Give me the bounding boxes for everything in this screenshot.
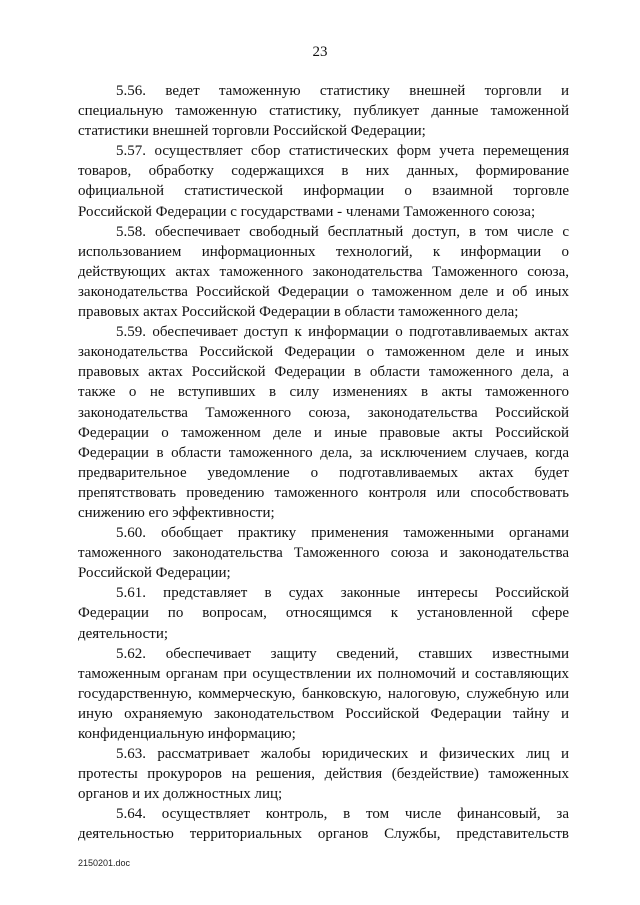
text-line: статистики внешней торговли Российской Федерации; xyxy=(78,123,426,140)
paragraph-5-58 xyxy=(78,222,569,322)
text-line: снижению его эффективности; xyxy=(78,504,275,521)
text-line: конфиденциальную информацию; xyxy=(78,726,296,742)
document-body xyxy=(78,81,569,845)
text-line: Российской Федерации с государствами - членами Таможенного союза; xyxy=(78,203,536,220)
text-line: действующих актах таможенного законодательства Таможенного союза, xyxy=(78,263,569,280)
text-line: предварительное уведомление о подготавливаемых актах будет xyxy=(78,464,569,481)
paragraph-5-59 xyxy=(78,322,569,523)
paragraph-5-64 xyxy=(78,804,569,844)
paragraph-5-62 xyxy=(78,644,569,744)
text-line: правовых актах Российской Федерации в области таможенного дела, а xyxy=(78,364,569,381)
text-line: Российской Федерации; xyxy=(78,565,231,582)
paragraph-5-60 xyxy=(78,523,569,583)
text-line: использованием информационных технологий, к информации о xyxy=(78,243,569,260)
text-line: 5.57. осуществляет сбор статистических форм учета перемещения xyxy=(116,143,569,160)
text-line: протесты прокуроров на решения, действия (бездействие) таможенных xyxy=(78,766,569,783)
text-line: правовых актах Российской Федерации в области таможенного дела; xyxy=(78,304,519,321)
text-line: таможенным органам при осуществлении их полномочий и составляющих xyxy=(78,665,569,682)
text-line: Федерации о таможенном деле и иные правовые акты Российской xyxy=(78,424,569,441)
text-line: законодательства Российской Федерации о таможенном деле и об иных xyxy=(78,283,569,300)
footer-filename: 2150201.doc xyxy=(78,858,131,868)
text-line: 5.56. ведет таможенную статистику внешней торговли и xyxy=(116,83,569,99)
text-line: государственную, коммерческую, банковскую, налоговую, служебную или xyxy=(78,685,569,702)
text-line: официальной статистической информации о взаимной торговле xyxy=(78,183,569,200)
paragraph-5-63 xyxy=(78,744,569,804)
page-number: 23 xyxy=(312,44,328,60)
text-line: иную охраняемую законодательством Российской Федерации тайну и xyxy=(78,705,569,722)
text-line: 5.58. обеспечивает свободный бесплатный доступ, в том числе с xyxy=(116,223,569,240)
text-line: 5.64. осуществляет контроль, в том числе финансовый, за xyxy=(116,806,569,823)
text-line: препятствовать проведению таможенного контроля или способствовать xyxy=(78,484,569,501)
text-line: Федерации по вопросам, относящимся к установленной сфере xyxy=(78,605,569,622)
text-line: органов и их должностных лиц; xyxy=(78,786,283,803)
text-line: деятельности; xyxy=(78,625,169,642)
text-line: также о не вступивших в силу изменениях в акты таможенного xyxy=(78,384,569,401)
text-line: законодательства Таможенного союза, законодательства Российской xyxy=(78,404,569,421)
text-line: 5.61. представляет в судах законные интересы Российской xyxy=(116,585,569,602)
text-line: специальную таможенную статистику, публикует данные таможенной xyxy=(78,103,569,120)
text-line: 5.63. рассматривает жалобы юридических и физических лиц и xyxy=(116,746,569,763)
paragraph-5-56 xyxy=(78,81,569,141)
text-line: таможенного законодательства Таможенного союза и законодательства xyxy=(78,545,569,562)
text-line: 5.60. обобщает практику применения таможенными органами xyxy=(116,525,569,542)
text-line: 5.59. обеспечивает доступ к информации о подготавливаемых актах xyxy=(116,324,569,341)
text-line: Федерации в области таможенного дела, за исключением случаев, когда xyxy=(78,444,569,461)
text-line: законодательства Российской Федерации о таможенном деле и иных xyxy=(78,344,569,361)
paragraph-5-57 xyxy=(78,141,569,221)
paragraph-5-61 xyxy=(78,583,569,643)
text-line: деятельностью территориальных органов Службы, представительств xyxy=(78,826,569,843)
text-line: товаров, обработку содержащихся в них данных, формирование xyxy=(78,163,569,180)
text-line: 5.62. обеспечивает защиту сведений, ставших известными xyxy=(116,645,569,662)
